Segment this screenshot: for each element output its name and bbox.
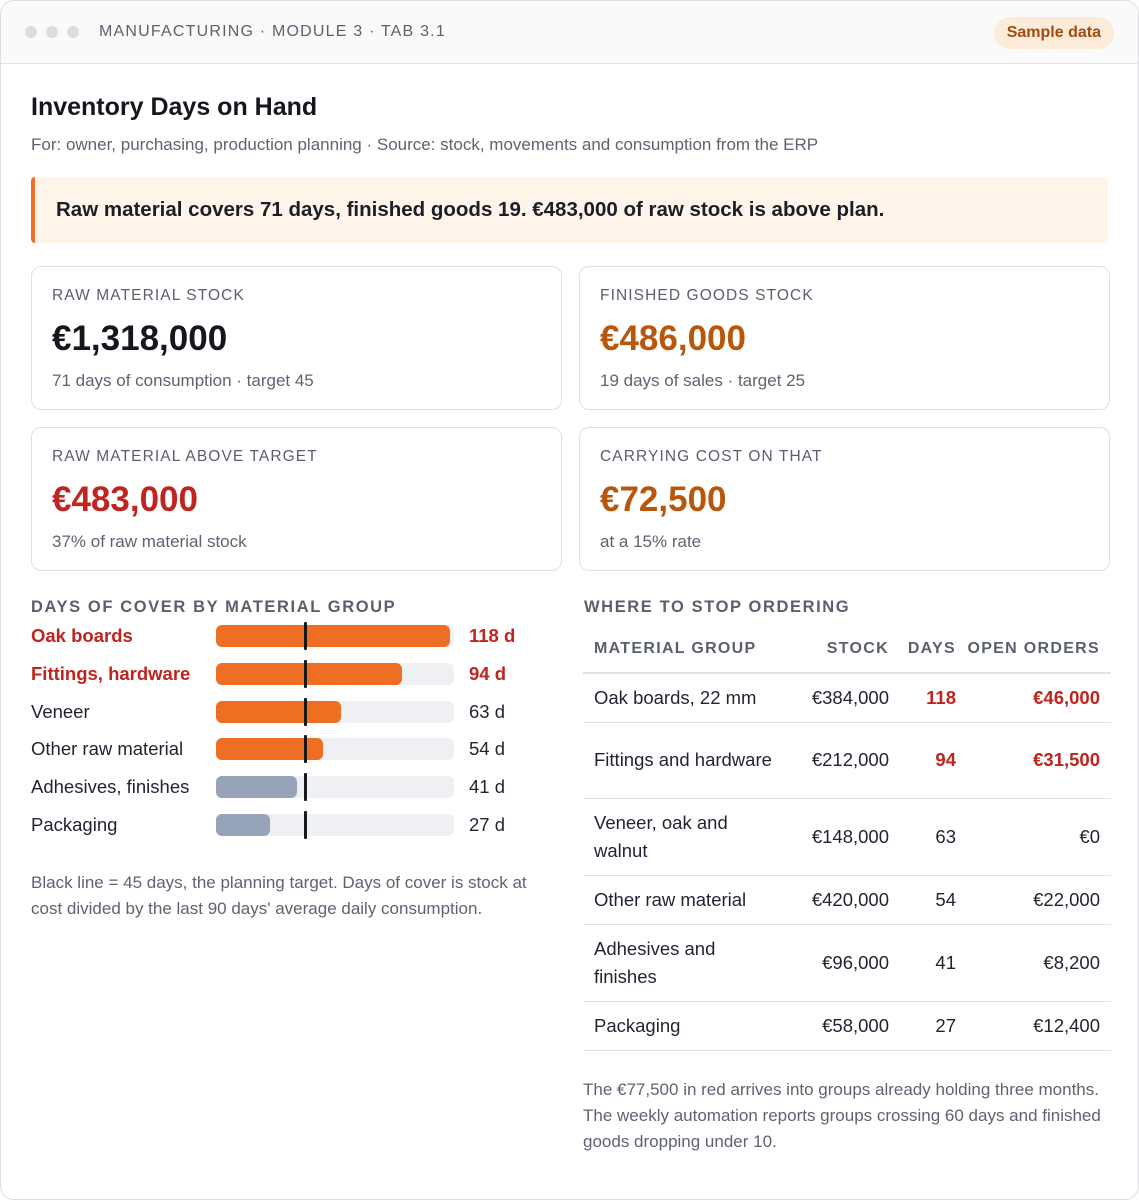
cover-bar-track xyxy=(216,814,454,836)
cell-material-group: Packaging xyxy=(583,1001,783,1050)
minimize-window-dot[interactable] xyxy=(46,26,58,38)
cell-days: 41 xyxy=(889,924,956,1001)
kpi-value: €72,500 xyxy=(600,480,727,519)
close-window-dot[interactable] xyxy=(25,26,37,38)
table-row[interactable] xyxy=(583,924,1111,1001)
cell-open-orders: €12,400 xyxy=(956,1001,1111,1050)
column-header-days: DAYS xyxy=(889,626,956,673)
cell-days: 94 xyxy=(889,722,956,798)
stop-ordering-table xyxy=(583,626,1111,1051)
cover-bar-fill xyxy=(216,738,323,760)
cover-bar-row xyxy=(31,697,561,727)
cover-bar-row xyxy=(31,659,561,689)
table-row[interactable] xyxy=(583,673,1111,722)
cover-bar-fill xyxy=(216,701,341,723)
kpi-subtext: 71 days of consumption · target 45 xyxy=(52,371,314,390)
kpi-label: RAW MATERIAL STOCK xyxy=(52,287,245,304)
title-bar xyxy=(1,1,1138,64)
cover-bar-value: 41 d xyxy=(469,776,506,798)
kpi-grid xyxy=(31,266,1108,571)
kpi-label: FINISHED GOODS STOCK xyxy=(600,287,814,304)
kpi-label: RAW MATERIAL ABOVE TARGET xyxy=(52,448,318,465)
cover-bar-label: Adhesives, finishes xyxy=(31,776,190,798)
target-line-marker xyxy=(304,698,307,726)
cover-bar-value: 63 d xyxy=(469,700,506,722)
cell-open-orders: €22,000 xyxy=(956,875,1111,924)
cover-bar-value: 27 d xyxy=(469,814,506,835)
cover-bar-row xyxy=(31,621,561,651)
cell-material-group: Adhesives and finishes xyxy=(583,924,783,1001)
column-header-open-orders: OPEN ORDERS xyxy=(956,626,1111,673)
kpi-subtext: at a 15% rate xyxy=(600,532,702,551)
kpi-value: €483,000 xyxy=(52,480,198,519)
kpi-card-carrying-cost xyxy=(579,427,1110,571)
cell-stock: €58,000 xyxy=(783,1001,889,1050)
kpi-value: €486,000 xyxy=(600,319,746,358)
cell-days: 118 xyxy=(889,673,956,722)
cover-bar-track xyxy=(216,701,454,723)
cover-bar-value: 94 d xyxy=(469,662,507,684)
cover-chart-note: Black line = 45 days, the planning target. Days of cover is stock at cost divided by the last 90 days' average daily consumption. xyxy=(31,873,527,918)
lower-section xyxy=(31,571,1108,1191)
main-content xyxy=(1,93,1138,1191)
kpi-value: €1,318,000 xyxy=(52,319,228,358)
cell-open-orders: €31,500 xyxy=(956,722,1111,798)
cover-bar-fill xyxy=(216,625,450,647)
cell-material-group: Veneer, oak and walnut xyxy=(583,798,783,875)
cover-bar-fill xyxy=(216,814,270,836)
cover-bar-row xyxy=(31,810,561,840)
kpi-subtext: 19 days of sales · target 25 xyxy=(600,371,806,390)
table-row[interactable] xyxy=(583,798,1111,875)
page-subtitle: For: owner, purchasing, production planning · Source: stock, movements and consumption from the ERP xyxy=(31,135,819,154)
cell-open-orders: €46,000 xyxy=(956,673,1111,722)
breadcrumb: MANUFACTURING · MODULE 3 · TAB 3.1 xyxy=(99,23,446,40)
cover-chart-title: DAYS OF COVER BY MATERIAL GROUP xyxy=(31,598,397,616)
kpi-card-raw-material-above-target xyxy=(31,427,562,571)
cell-stock: €420,000 xyxy=(783,875,889,924)
headline-banner xyxy=(31,177,1108,243)
cover-bar-label: Fittings, hardware xyxy=(31,662,191,684)
cover-bar-track xyxy=(216,663,454,685)
column-header-material-group: MATERIAL GROUP xyxy=(583,626,783,673)
cover-bar-label: Packaging xyxy=(31,814,118,835)
kpi-card-raw-material-stock xyxy=(31,266,562,410)
page-title: Inventory Days on Hand xyxy=(31,93,318,121)
cover-bar-track xyxy=(216,625,454,647)
cover-bar-fill xyxy=(216,663,402,685)
stop-ordering-note: The €77,500 in red arrives into groups already holding three months. The weekly automation reports groups crossing 60 days and finished goods dropping under 10. xyxy=(583,1080,1101,1151)
target-line-marker xyxy=(304,660,307,688)
cell-material-group: Other raw material xyxy=(583,875,783,924)
cover-bar-track xyxy=(216,738,454,760)
cover-bar-row xyxy=(31,734,561,764)
cell-stock: €384,000 xyxy=(783,673,889,722)
cover-bar-value: 118 d xyxy=(469,625,516,646)
target-line-marker xyxy=(304,735,307,763)
table-body xyxy=(583,673,1111,1050)
kpi-subtext: 37% of raw material stock xyxy=(52,532,247,551)
kpi-label: CARRYING COST ON THAT xyxy=(600,448,823,465)
cell-open-orders: €8,200 xyxy=(956,924,1111,1001)
cover-bar-value: 54 d xyxy=(469,738,506,760)
table-row[interactable] xyxy=(583,1001,1111,1050)
cover-bar-fill xyxy=(216,776,297,798)
cover-bar-row xyxy=(31,772,561,802)
table-header-row xyxy=(583,626,1111,673)
stop-ordering-title: WHERE TO STOP ORDERING xyxy=(584,598,851,616)
target-line-marker xyxy=(304,622,307,650)
column-header-stock: STOCK xyxy=(783,626,889,673)
cell-stock: €148,000 xyxy=(783,798,889,875)
headline-text: Raw material covers 71 days, finished goods 19. €483,000 of raw stock is above plan. xyxy=(56,198,885,221)
cell-days: 54 xyxy=(889,875,956,924)
target-line-marker xyxy=(304,811,307,839)
cell-material-group: Oak boards, 22 mm xyxy=(583,673,783,722)
cover-bar-label: Other raw material xyxy=(31,738,184,760)
table-row[interactable] xyxy=(583,875,1111,924)
maximize-window-dot[interactable] xyxy=(67,26,79,38)
cell-stock: €96,000 xyxy=(783,924,889,1001)
target-line-marker xyxy=(304,773,307,801)
kpi-card-finished-goods-stock xyxy=(579,266,1110,410)
cover-bar-label: Veneer xyxy=(31,700,90,722)
table-row[interactable] xyxy=(583,722,1111,798)
window-controls xyxy=(25,26,79,38)
cover-bar-track xyxy=(216,776,454,798)
cell-days: 63 xyxy=(889,798,956,875)
cell-open-orders: €0 xyxy=(956,798,1111,875)
sample-data-badge: Sample data xyxy=(994,17,1114,49)
cell-material-group: Fittings and hardware xyxy=(583,722,783,798)
cover-bar-label: Oak boards xyxy=(31,625,133,646)
cell-days: 27 xyxy=(889,1001,956,1050)
cell-stock: €212,000 xyxy=(783,722,889,798)
